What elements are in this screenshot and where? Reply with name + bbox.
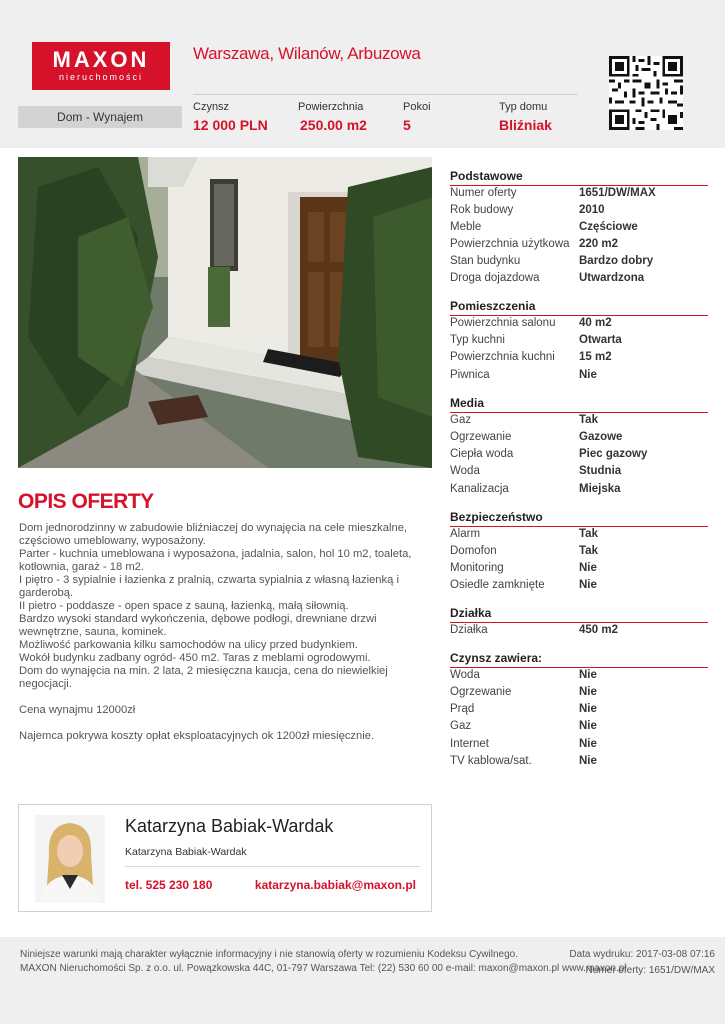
- row-label: Prąd: [450, 703, 475, 715]
- spec-value-area: 250.00 m2: [300, 117, 367, 133]
- row-label: Ogrzewanie: [450, 431, 512, 443]
- row-label: Gaz: [450, 414, 472, 426]
- row-label: Meble: [450, 221, 482, 233]
- section-title-rooms: Pomieszczenia: [450, 299, 536, 313]
- row-value: 450 m2: [579, 624, 619, 636]
- row-label: Działka: [450, 624, 488, 636]
- agent-avatar: [35, 815, 105, 903]
- row-value: Gazowe: [579, 431, 623, 443]
- row-value: Piec gazowy: [579, 448, 648, 460]
- section-divider: [450, 526, 708, 527]
- row-value: Nie: [579, 579, 597, 591]
- row-label: Rok budowy: [450, 204, 514, 216]
- offer-type-badge: Dom - Wynajem: [18, 106, 182, 128]
- section-title-security: Bezpieczeństwo: [450, 510, 543, 524]
- row-label: Alarm: [450, 528, 481, 540]
- row-value: Miejska: [579, 483, 621, 495]
- row-label: Powierzchnia użytkowa: [450, 238, 570, 250]
- description-paragraph: Cena wynajmu 12000zł: [19, 704, 136, 716]
- section-divider: [450, 185, 708, 186]
- row-value: Nie: [579, 703, 597, 715]
- description-paragraph: Wokół budynku zadbany ogród- 450 m2. Taras z meblami ogrodowymi.: [19, 652, 371, 664]
- row-label: Ogrzewanie: [450, 686, 512, 698]
- row-label: Stan budynku: [450, 255, 521, 267]
- row-value: Otwarta: [579, 334, 622, 346]
- agent-name: Katarzyna Babiak-Wardak: [125, 816, 334, 836]
- spec-label-rooms: Pokoi: [403, 101, 431, 113]
- footer-disclaimer: Niniejsze warunki mają charakter wyłącznie informacyjny i nie stanowią oferty w rozumieniu Kodeksu Cywilnego.: [20, 949, 518, 960]
- row-value: Częściowe: [579, 221, 638, 233]
- row-label: Woda: [450, 669, 480, 681]
- row-value: Tak: [579, 528, 598, 540]
- row-value: Nie: [579, 369, 597, 381]
- description-paragraph: Parter - kuchnia umeblowana i wyposażona, jadalnia, salon, hol 10 m2, toaleta, kotłownia, garaż - 18 m2.: [19, 548, 412, 573]
- row-label: Domofon: [450, 545, 497, 557]
- row-label: TV kablowa/sat.: [450, 755, 532, 767]
- row-value: Tak: [579, 545, 598, 557]
- row-label: Typ kuchni: [450, 334, 505, 346]
- row-value: Bardzo dobry: [579, 255, 654, 267]
- row-value: Nie: [579, 755, 597, 767]
- row-value: 1651/DW/MAX: [579, 187, 656, 199]
- agent-subtitle: Katarzyna Babiak-Wardak: [125, 846, 247, 858]
- header-divider: [193, 94, 578, 95]
- row-label: Ciepła woda: [450, 448, 514, 460]
- row-value: Nie: [579, 669, 597, 681]
- spec-label-area: Powierzchnia: [298, 101, 364, 113]
- description-paragraph: II pietro - poddasze - open space z sauną, łazienką, małą siłownią.: [19, 600, 349, 612]
- description-paragraph: Bardzo wysoki standard wykończenia, dębowe podłogi, drewniane drzwi wewnętrzne, sauna, kominek.: [19, 613, 377, 638]
- section-divider: [450, 315, 708, 316]
- row-label: Woda: [450, 465, 480, 477]
- qr-code[interactable]: [609, 56, 683, 130]
- paragraph-spacer: [19, 691, 424, 704]
- row-label: Powierzchnia kuchni: [450, 351, 555, 363]
- logo-name: MAXON: [52, 47, 150, 72]
- section-title-plot: Działka: [450, 606, 492, 620]
- row-value: 2010: [579, 204, 605, 216]
- spec-value-house-type: Bliźniak: [499, 117, 552, 133]
- section-title-rent-includes: Czynsz zawiera:: [450, 651, 543, 665]
- row-value: Studnia: [579, 465, 622, 477]
- row-value: Utwardzona: [579, 272, 645, 284]
- description-paragraph: Możliwość parkowania kilku samochodów na ulicy przed budynkiem.: [19, 639, 358, 651]
- row-value: Nie: [579, 562, 597, 574]
- description-paragraph: Dom do wynajęcia na min. 2 lata, 2 miesięczna kaucja, cena do niewielkiej negocjacji.: [19, 665, 388, 690]
- row-label: Gaz: [450, 720, 472, 732]
- row-label: Internet: [450, 738, 489, 750]
- section-divider: [450, 667, 708, 668]
- footer-offer-number: Numer oferty: 1651/DW/MAX: [585, 965, 715, 976]
- agent-divider: [125, 866, 420, 867]
- footer-print-date: Data wydruku: 2017-03-08 07:16: [569, 949, 715, 960]
- row-value: Nie: [579, 738, 597, 750]
- description-paragraph: Najemca pokrywa koszty opłat eksploatacyjnych ok 1200zł miesięcznie.: [19, 730, 375, 742]
- paragraph-spacer: [19, 717, 424, 730]
- row-label: Droga dojazdowa: [450, 272, 540, 284]
- row-value: Tak: [579, 414, 598, 426]
- section-title-basic: Podstawowe: [450, 169, 523, 183]
- row-value: 220 m2: [579, 238, 619, 250]
- row-value: Nie: [579, 686, 597, 698]
- description-paragraph: I piętro - 3 sypialnie i łazienka z pralnią, czwarta sypialnia z własną łazienką i garderobą.: [19, 574, 399, 599]
- section-divider: [450, 412, 708, 413]
- property-location: Warszawa, Wilanów, Arbuzowa: [193, 44, 421, 63]
- row-label: Monitoring: [450, 562, 504, 574]
- row-value: 40 m2: [579, 317, 612, 329]
- agent-phone-link[interactable]: tel. 525 230 180: [125, 878, 213, 892]
- row-value: Nie: [579, 720, 597, 732]
- agent-email-link[interactable]: katarzyna.babiak@maxon.pl: [254, 878, 416, 892]
- row-value: 15 m2: [579, 351, 612, 363]
- section-title-media: Media: [450, 396, 485, 410]
- logo-sub: nieruchomości: [58, 72, 144, 82]
- row-label: Piwnica: [450, 369, 490, 381]
- row-label: Osiedle zamknięte: [450, 579, 545, 591]
- row-label: Numer oferty: [450, 187, 517, 199]
- spec-label-house-type: Typ domu: [499, 101, 548, 113]
- maxon-logo[interactable]: [32, 42, 170, 90]
- section-divider: [450, 622, 708, 623]
- row-label: Kanalizacja: [450, 483, 509, 495]
- spec-value-rooms: 5: [403, 117, 411, 133]
- row-label: Powierzchnia salonu: [450, 317, 556, 329]
- spec-value-price: 12 000 PLN: [193, 117, 268, 133]
- description-title: OPIS OFERTY: [18, 490, 154, 513]
- spec-label-price: Czynsz: [193, 101, 230, 113]
- description-paragraph: Dom jednorodzinny w zabudowie bliźniaczej do wynajęcia na cele mieszkalne, częściowo umeblowany, wyposażony.: [19, 522, 408, 547]
- property-photo[interactable]: [18, 157, 432, 468]
- description-body: [19, 522, 424, 743]
- footer-company-info: MAXON Nieruchomości Sp. z o.o. ul. Powązkowska 44C, 01-797 Warszawa Tel: (22) 530 60 00 e-mail: maxon@maxon.pl www.maxon.pl: [20, 963, 627, 974]
